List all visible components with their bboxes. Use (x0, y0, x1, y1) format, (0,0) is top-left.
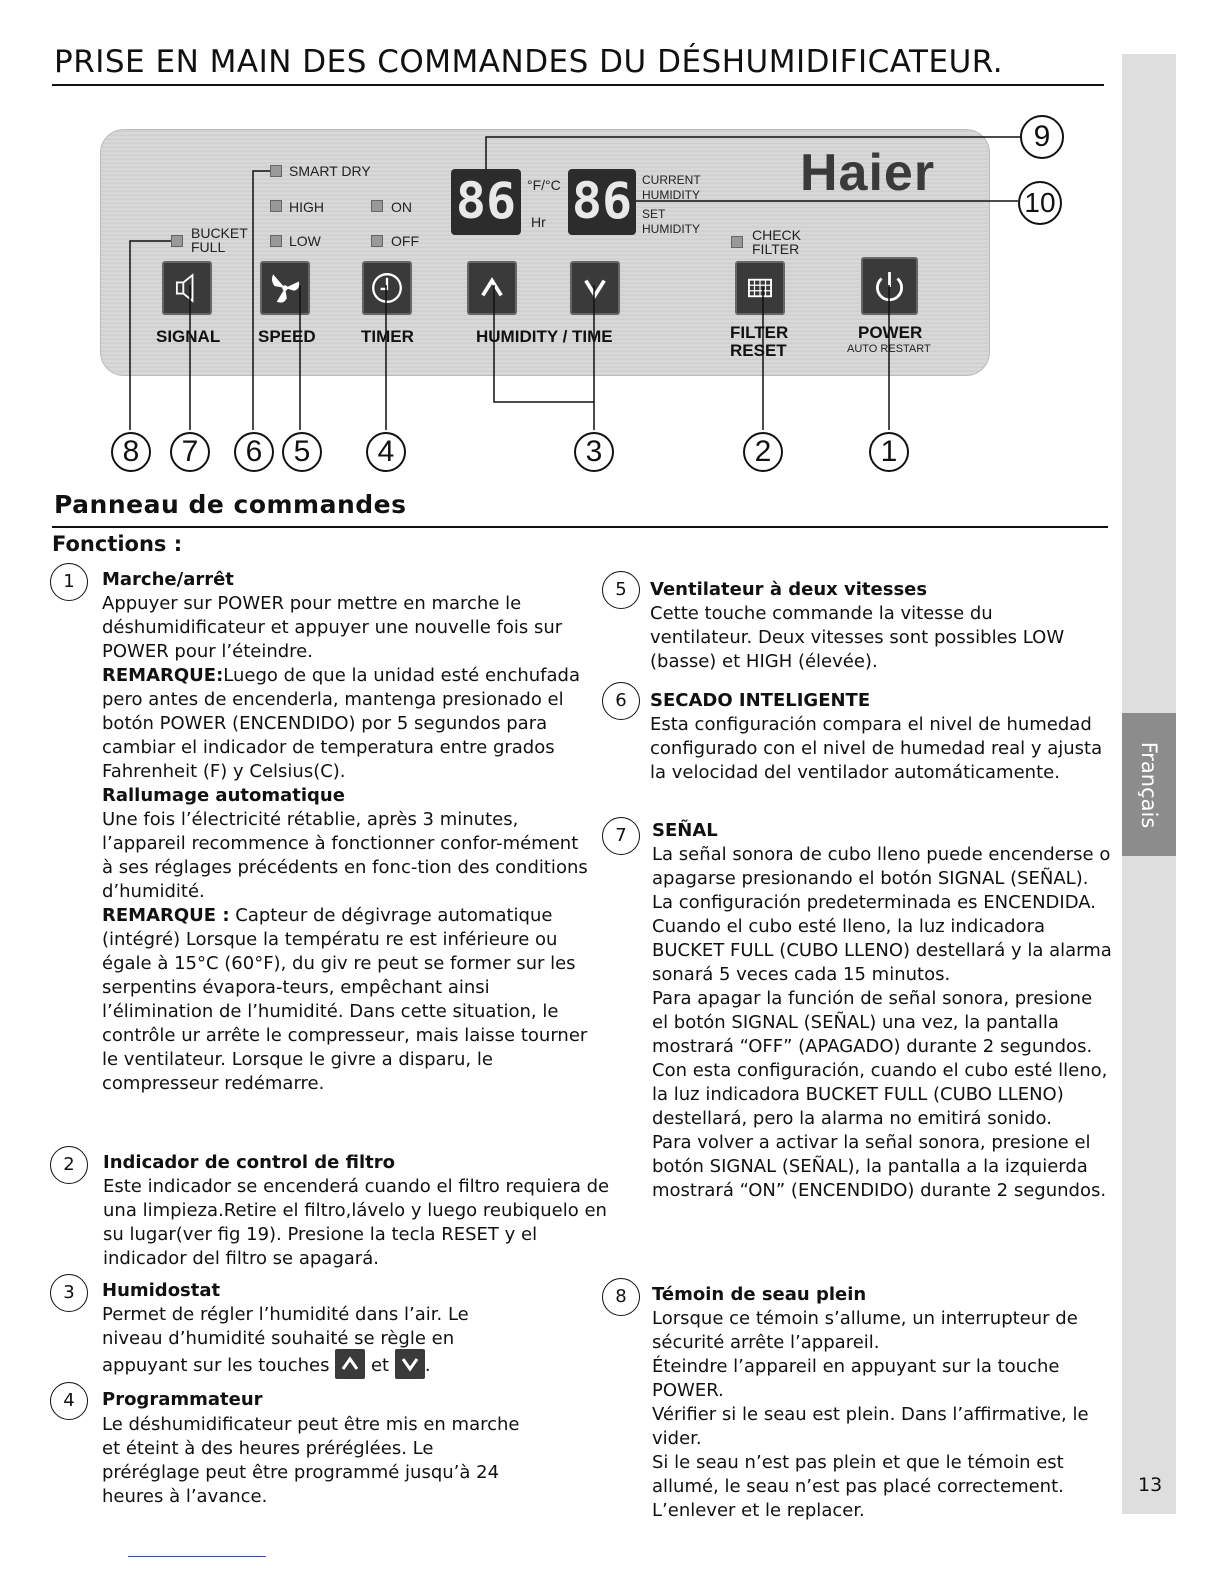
smart-dry-label: SMART DRY (289, 163, 371, 179)
item-title-2: Indicador de control de filtro (103, 1152, 395, 1173)
set-humidity-label-1: SET (642, 207, 666, 221)
item-3-text-end: appuyant sur les touches (102, 1355, 330, 1376)
callout-7: 7 (170, 432, 210, 472)
callout-4: 4 (366, 432, 406, 472)
chevron-up-icon (335, 1349, 365, 1379)
item-8-p2: Éteindre l’appareil en appuyant sur la touche POWER. (652, 1356, 1060, 1401)
section-heading: Panneau de commandes (54, 490, 407, 519)
item-8-p4: Si le seau n’est pas plein et que le témoin est allumé, le seau n’est pas placé correctement. L’enlever et le replacer. (652, 1452, 1064, 1521)
page-title: PRISE EN MAIN DES COMMANDES DU DÉSHUMIDIFICATEUR. (54, 44, 1004, 80)
low-label: LOW (289, 233, 321, 249)
timer-label: TIMER (361, 327, 414, 346)
right-display: 86 (568, 169, 636, 235)
humidity-time-label: HUMIDITY / TIME (476, 327, 613, 346)
current-humidity-label-1: CURRENT (642, 173, 701, 187)
item-1-note2-text: Capteur de dégivrage automatique (intégré) Lorsque la températu re est inférieure ou égale à 15°C (60°F), du giv re peut se former sur les serpentins évapora-teurs, empêchant ainsi l’élimination de l’humidité. Dans cette situation, le contrôle ur arrête le compresseur, mais laisse tourner le ventilateur. Lorsque le givre a disparu, le compresseur redémarre. (102, 905, 588, 1094)
filter-reset-label-2: RESET (730, 341, 787, 360)
item-title-7: SEÑAL (652, 820, 718, 841)
item-3-period: . (424, 1355, 431, 1376)
set-humidity-label-2: HUMIDITY (642, 222, 700, 236)
item-number-8: 8 (602, 1278, 640, 1316)
item-title-8: Témoin de seau plein (652, 1284, 867, 1305)
item-3-text-main: Permet de régler l’humidité dans l’air. Le niveau d’humidité souhaité se règle en (102, 1304, 469, 1349)
item-1-text (102, 592, 592, 1096)
callout-3: 3 (574, 432, 614, 472)
item-3-text (102, 1303, 502, 1381)
item-title-5: Ventilateur à deux vitesses (650, 579, 928, 600)
check-filter-label-2: FILTER (752, 241, 800, 257)
page-number: 13 (1138, 1474, 1163, 1496)
item-number-5: 5 (602, 571, 640, 609)
item-7-text (652, 843, 1112, 1203)
filter-reset-label-1: FILTER (730, 323, 789, 342)
item-7-p2: Para apagar la función de señal sonora, presione el botón SIGNAL (SEÑAL) una vez, la pantalla mostrará “OFF” (APAGADO) durante 2 segundos. Con esta configuración, cuando el cubo esté lleno, la luz indicadora BUCKET FULL (CUBO LLENO) destellará, pero la alarma no emitirá sonido. (652, 988, 1108, 1129)
left-display: 86 (451, 169, 521, 235)
item-4-text: Le déshumidificateur peut être mis en marche et éteint à des heures préréglées. Le préréglage peut être programmé jusqu’à 24 heures à l’avance. (102, 1414, 520, 1507)
section-divider (52, 526, 1108, 528)
callout-8: 8 (111, 432, 151, 472)
item-1-note2-label: REMARQUE : (102, 905, 230, 926)
item-number-6: 6 (602, 682, 640, 720)
hr-unit-label: Hr (531, 214, 546, 230)
callout-9: 9 (1020, 115, 1064, 159)
item-title-1: Marche/arrêt (102, 569, 234, 590)
item-1-note-label: REMARQUE: (102, 665, 224, 686)
off-label: OFF (391, 233, 419, 249)
callout-5: 5 (282, 432, 322, 472)
item-5-text: Cette touche commande la vitesse du ventilateur. Deux vitesses sont possibles LOW (basse) et HIGH (élevée). (650, 603, 1065, 672)
item-1-p1: Appuyer sur POWER pour mettre en marche le déshumidificateur et appuyer une nouvelle fois sur POWER pour l’éteindre. (102, 593, 563, 662)
language-tab-label: Français (1137, 741, 1161, 828)
check-filter-label-1: CHECK (752, 227, 802, 243)
item-6-text: Esta configuración compara el nivel de humedad configurado con el nivel de humedad real y ajusta la velocidad del ventilador automáticamente. (650, 714, 1103, 783)
high-label: HIGH (289, 199, 324, 215)
item-1-note2 (102, 904, 592, 1096)
item-number-7: 7 (602, 817, 640, 855)
temp-unit-label: °F/°C (527, 177, 561, 193)
functions-heading: Fonctions : (52, 532, 183, 556)
item-1-note (102, 664, 592, 784)
callout-1: 1 (869, 432, 909, 472)
item-8-p1: Lorsque ce témoin s’allume, un interrupteur de sécurité arrête l’appareil. (652, 1308, 1078, 1353)
item-7-p1: La señal sonora de cubo lleno puede encenderse o apagarse presionando el botón SIGNAL (SEÑAL). La configuración predeterminada es ENCENDIDA. Cuando el cubo esté lleno, la luz indicadora BUCKET FULL (CUBO LLENO) destellará y la alarma sonará 5 veces cada 15 minutos. (652, 844, 1112, 985)
item-number-1: 1 (50, 563, 88, 601)
bucket-full-label-1: BUCKET (191, 225, 248, 241)
footer-link-underline (128, 1556, 266, 1557)
item-1-note-text: Luego de que la unidad esté enchufada pero antes de encenderla, mantenga presionado el botón POWER (ENCENDIDO) por 5 segundos para cambiar el indicador de temperatura entre grados Fahrenheit (F) y Celsius(C). (102, 665, 580, 782)
item-8-p3: Vérifier si le seau est plein. Dans l’affirmative, le vider. (652, 1404, 1089, 1449)
item-title-4: Programmateur (102, 1389, 263, 1410)
signal-label: SIGNAL (156, 327, 221, 346)
down-button-icon (395, 1349, 425, 1379)
item-title-3: Humidostat (102, 1280, 221, 1301)
item-7-p3: Para volver a activar la señal sonora, presione el botón SIGNAL (SEÑAL), la pantalla a la izquierda mostrará “ON” (ENCENDIDO) durante 2 segundos. (652, 1132, 1107, 1201)
callout-10: 10 (1018, 181, 1062, 225)
item-8-text (652, 1307, 1107, 1523)
power-label: POWER (858, 323, 923, 342)
speed-label: SPEED (258, 327, 316, 346)
chevron-down-icon (395, 1349, 425, 1379)
callout-6: 6 (234, 432, 274, 472)
auto-restart-label: AUTO RESTART (847, 343, 931, 355)
brand-logo: Haier (800, 144, 936, 202)
callout-2: 2 (743, 432, 783, 472)
bucket-full-label-2: FULL (191, 239, 226, 255)
up-button-icon (335, 1349, 365, 1379)
on-label: ON (391, 199, 412, 215)
item-number-4: 4 (50, 1382, 88, 1420)
item-number-2: 2 (50, 1146, 88, 1184)
item-1-subtitle: Rallumage automatique (102, 785, 345, 806)
item-3-et: et (370, 1355, 390, 1376)
item-title-6: SECADO INTELIGENTE (650, 690, 871, 711)
item-number-3: 3 (50, 1274, 88, 1312)
current-humidity-label-2: HUMIDITY (642, 188, 700, 202)
item-1-p2: Une fois l’électricité rétablie, après 3 minutes, l’appareil recommence à fonctionner confor-mément à ses réglages précédents en fonc-tion des conditions d’humidité. (102, 809, 588, 902)
item-2-text: Este indicador se encenderá cuando el filtro requiera de una limpieza.Retire el filtro,lávelo y luego reubiquelo en su lugar(ver fig 19). Presione la tecla RESET y el indicador del filtro se apagará. (103, 1176, 610, 1269)
